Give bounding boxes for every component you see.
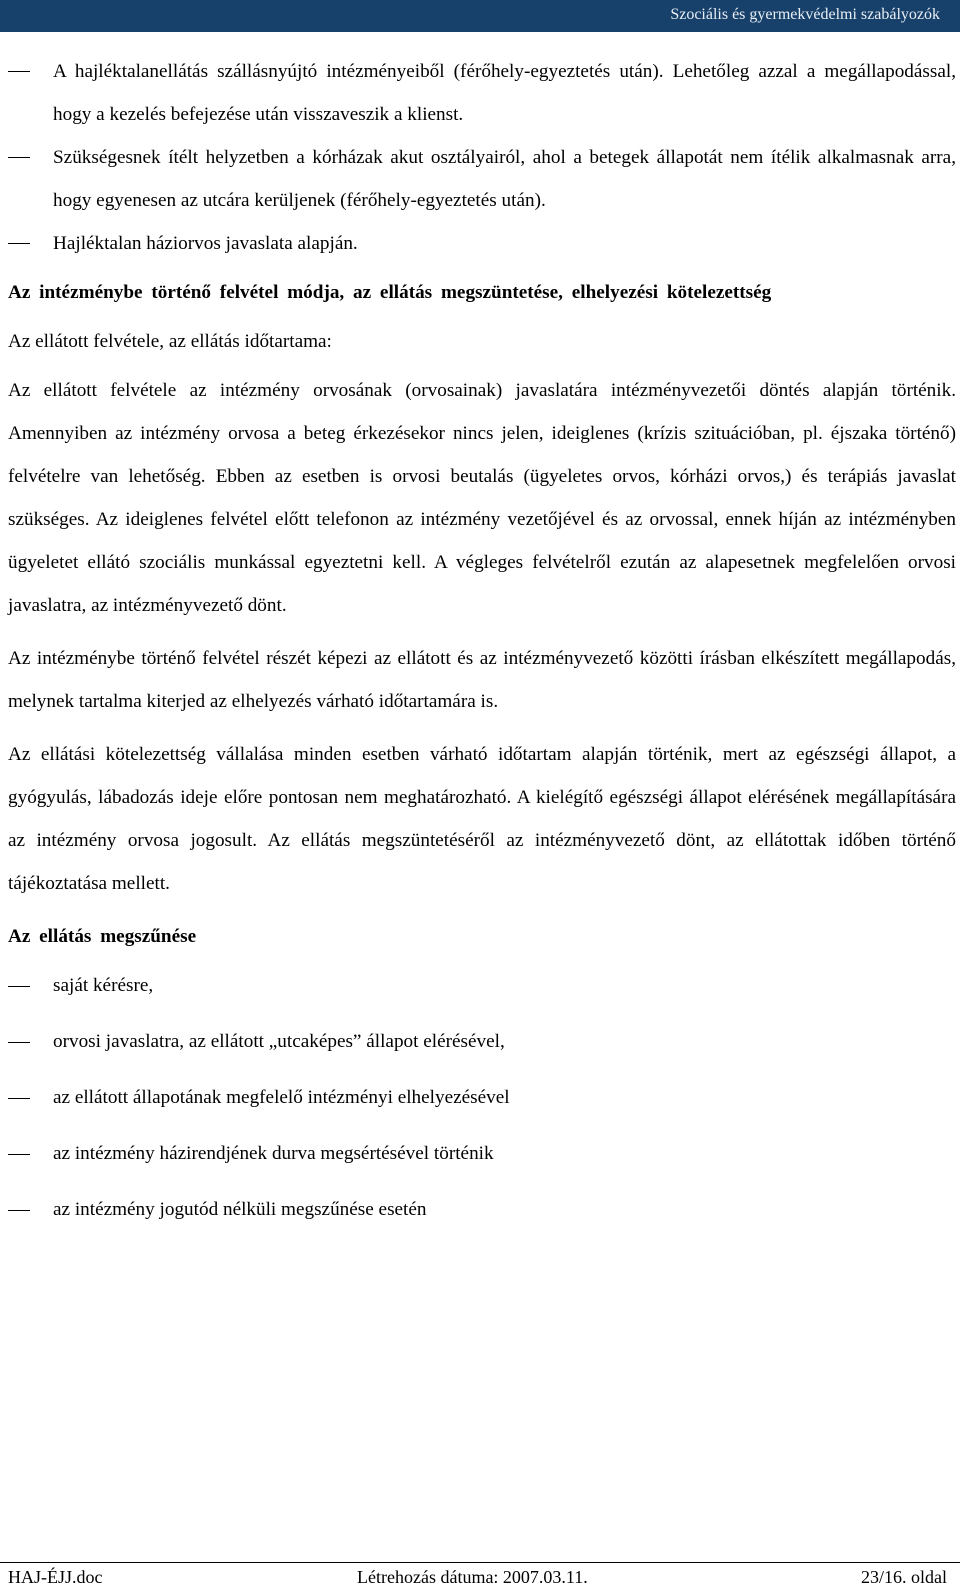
section-heading: Az intézménybe történő felvétel módja, az ellátás megszüntetése, elhelyezési kötelezettség: [8, 282, 772, 303]
page-footer: [0, 1567, 960, 1591]
list-item-text: orvosi javaslatra, az ellátott „utcaképes” állapot elérésével,: [53, 1031, 505, 1052]
section-heading: Az ellátás megszűnése: [8, 926, 197, 947]
subheading: Az ellátott felvétele, az ellátás időtartama:: [8, 331, 332, 352]
list-item: [8, 222, 956, 265]
paragraph: Az ellátott felvétele az intézmény orvosának (orvosainak) javaslatára intézményvezetői döntés alapján történik. Amennyiben az intézmény orvosa a beteg érkezésekor nincs jelen, ideiglenes (krízis szituációban, pl. éjszaka történő) felvételre van lehetőség. Ebben az esetben is orvosi beutalás (ügyeletes orvos, kórházi orvos,) és terápiás javaslat szükséges. Az ideiglenes felvétel előtt telefonon az intézmény vezetőjével és az orvossal, ennek híján az intézményben ügyeletet ellátó szociális munkással egyeztetni kell. A végleges felvételről ezután az alapesetnek megfelelően orvosi javaslatra, az intézményvezető dönt.: [8, 380, 956, 616]
dash-bullet-icon: [8, 1210, 30, 1211]
document-body: [8, 50, 956, 1238]
list-item-text: saját kérésre,: [53, 975, 154, 996]
header-bar: [0, 0, 960, 32]
list-item: [8, 1182, 956, 1238]
dash-bullet-icon: [8, 1098, 30, 1099]
footer-filename: HAJ-ÉJJ.doc: [8, 1567, 103, 1587]
list-item: [8, 1014, 956, 1070]
paragraph: Az intézménybe történő felvétel részét képezi az ellátott és az intézményvezető közötti írásban elkészített megállapodás, melynek tartalma kiterjed az elhelyezés várható időtartamára is.: [8, 648, 956, 712]
list-item-text: Szükségesnek ítélt helyzetben a kórházak akut osztályairól, ahol a betegek állapotát nem ítélik alkalmasnak arra, hogy egyenesen az utcára kerüljenek (férőhely-egyeztetés után).: [53, 147, 956, 211]
list-item: [8, 958, 956, 1014]
list-item: [8, 50, 956, 136]
list-item: [8, 136, 956, 222]
list-item-text: az ellátott állapotának megfelelő intézményi elhelyezésével: [53, 1087, 510, 1108]
list-item-text: az intézmény házirendjének durva megsértésével történik: [53, 1143, 494, 1164]
list-item: [8, 1070, 956, 1126]
termination-list: [8, 958, 956, 1238]
footer-created-date: Létrehozás dátuma: 2007.03.11.: [357, 1567, 588, 1587]
dash-bullet-icon: [8, 1154, 30, 1155]
list-item-text: Hajléktalan háziorvos javaslata alapján.: [53, 233, 358, 254]
dash-bullet-icon: [8, 1042, 30, 1043]
list-item: [8, 1126, 956, 1182]
paragraph: Az ellátási kötelezettség vállalása minden esetben várható időtartam alapján történik, mert az egészségi állapot, a gyógyulás, lábadozás ideje előre pontosan nem meghatározható. A kielégítő egészségi állapot elérésének megállapítására az intézmény orvosa jogosult. Az ellátás megszüntetéséről az intézményvezető dönt, az ellátottak időben történő tájékoztatása mellett.: [8, 744, 956, 894]
list-item-text: A hajléktalanellátás szállásnyújtó intézményeiből (férőhely-egyeztetés után). Lehetőleg azzal a megállapodással, hogy a kezelés befejezése után visszaveszik a klienst.: [53, 61, 956, 125]
header-title: Szociális és gyermekvédelmi szabályozók: [670, 6, 940, 23]
list-item-text: az intézmény jogutód nélküli megszűnése esetén: [53, 1199, 427, 1220]
footer-page-number: 23/16. oldal: [861, 1567, 947, 1587]
footer-divider: [0, 1562, 960, 1563]
dash-bullet-icon: [8, 157, 30, 158]
dash-bullet-icon: [8, 986, 30, 987]
dash-bullet-icon: [8, 243, 30, 244]
dash-bullet-icon: [8, 71, 30, 72]
